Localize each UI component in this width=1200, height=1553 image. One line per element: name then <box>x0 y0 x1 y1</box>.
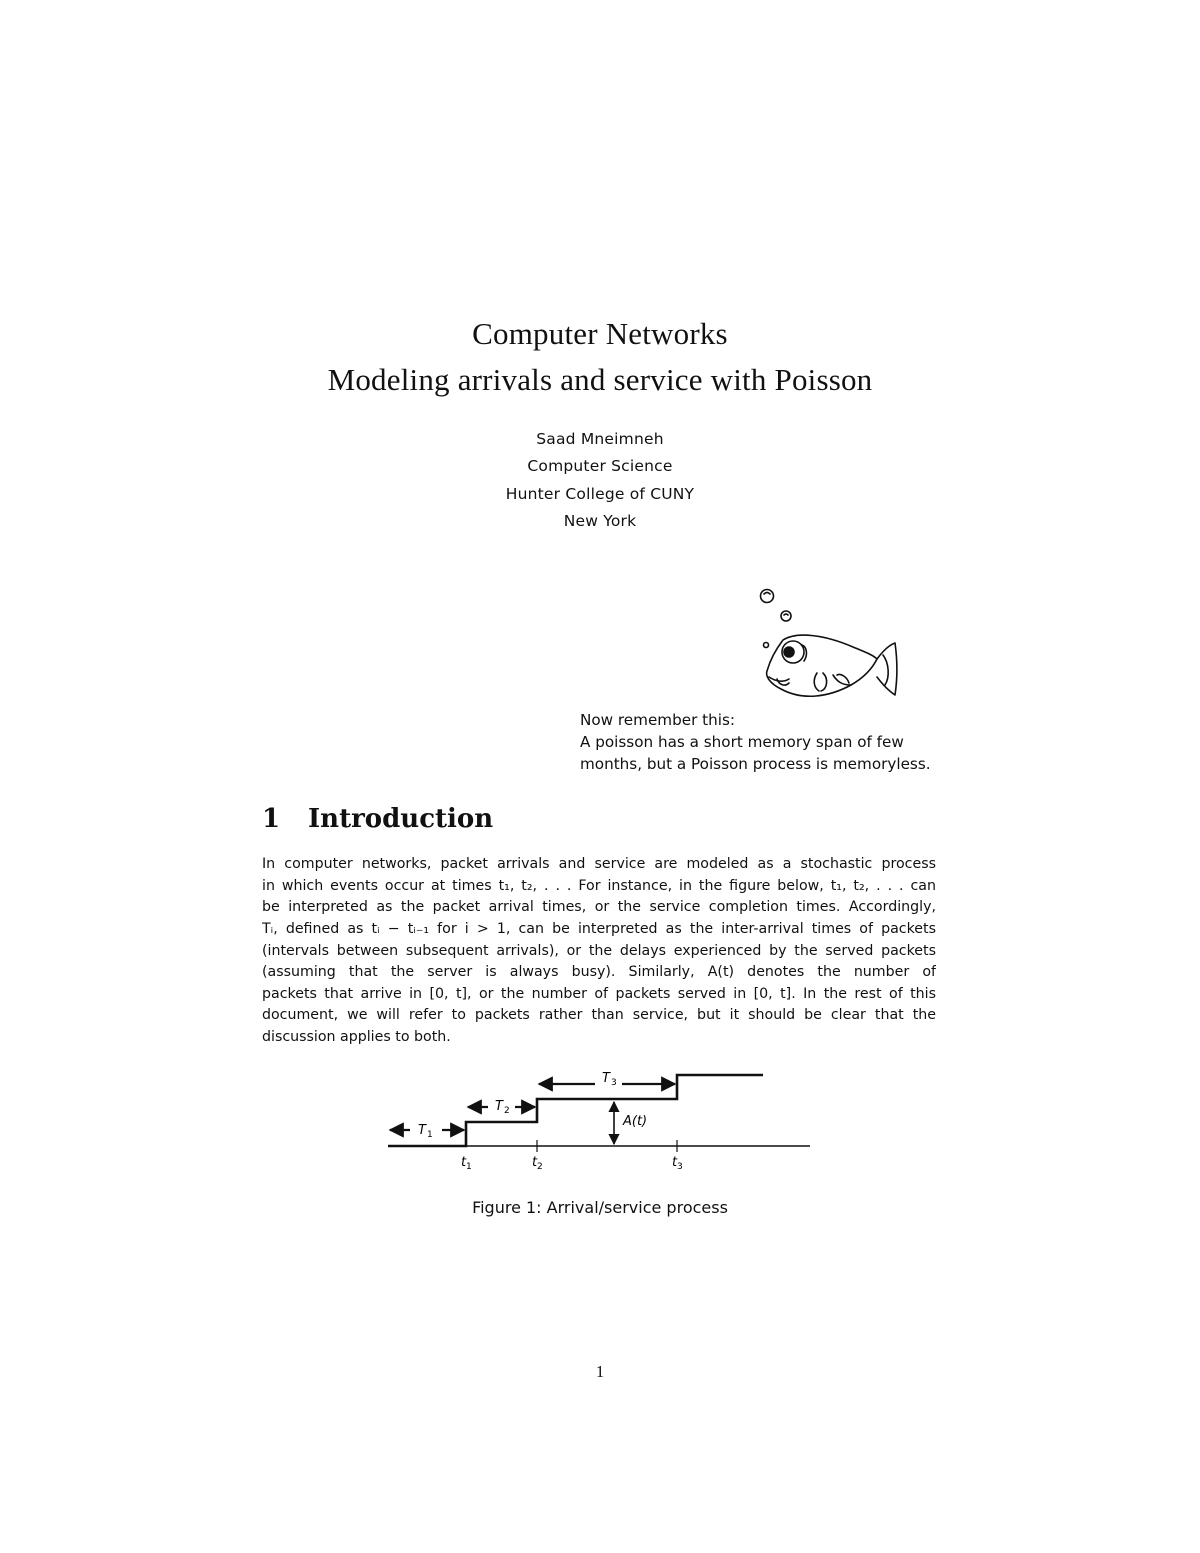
epigraph-line-2: A poisson has a short memory span of few <box>580 733 904 751</box>
label-T3: T <box>602 1071 610 1086</box>
label-t3-sub: 3 <box>677 1162 683 1172</box>
paragraph-line: packets that arrive in [0, t], or the number of packets served in [0, t]. In the rest of this <box>262 986 936 1002</box>
label-T1-sub: 1 <box>427 1130 433 1140</box>
paper-title-line-2: Modeling arrivals and service with Poisson <box>327 362 873 397</box>
paper-title-line-1: Computer Networks <box>472 316 728 351</box>
arrival-step-function <box>388 1075 763 1146</box>
paragraph-line: In computer networks, packet arrivals and service are modeled as a stochastic process <box>262 856 936 872</box>
fish-illustration <box>755 585 905 705</box>
epigraph-line-3: months, but a Poisson process is memoryless. <box>580 755 931 773</box>
paragraph-line: (intervals between subsequent arrivals), or the delays experienced by the served packets <box>262 943 936 959</box>
paragraph-line: Tᵢ, defined as tᵢ − tᵢ₋₁ for i > 1, can be interpreted as the inter-arrival times of packets <box>262 921 936 937</box>
label-T1: T <box>418 1123 426 1138</box>
section-title: Introduction <box>308 804 494 834</box>
bubble-small-icon <box>764 643 769 648</box>
paragraph-line: discussion applies to both. <box>262 1029 451 1045</box>
bubble-large-icon <box>761 590 774 603</box>
paragraph-line: document, we will refer to packets rather than service, but it should be clear that the <box>262 1007 936 1023</box>
paragraph-line: in which events occur at times t₁, t₂, . . . For instance, in the figure below, t₁, t₂, . . . can <box>262 878 936 894</box>
bubble-medium-icon <box>781 611 791 621</box>
author-department: Computer Science <box>527 457 673 475</box>
label-t1-sub: 1 <box>466 1162 472 1172</box>
label-t2-sub: 2 <box>537 1162 543 1172</box>
author-city: New York <box>563 512 637 530</box>
epigraph-line-1: Now remember this: <box>580 711 735 729</box>
label-T2: T <box>495 1099 503 1114</box>
label-t3: t <box>672 1155 678 1170</box>
label-t2: t <box>532 1155 538 1170</box>
label-A-of-t: A(t) <box>623 1114 648 1129</box>
author-institution: Hunter College of CUNY <box>505 485 695 503</box>
section-heading <box>262 804 493 834</box>
label-T3-sub: 3 <box>611 1078 617 1088</box>
label-T2-sub: 2 <box>504 1106 510 1116</box>
paragraph-line: be interpreted as the packet arrival times, or the service completion times. Accordingly, <box>262 899 936 915</box>
paragraph-line: (assuming that the server is always busy). Similarly, A(t) denotes the number of <box>262 964 936 980</box>
author-name: Saad Mneimneh <box>536 430 664 448</box>
arrival-process-figure <box>380 1065 820 1175</box>
figure-caption: Figure 1: Arrival/service process <box>472 1198 728 1217</box>
section-number: 1 <box>262 804 281 834</box>
page-number: 1 <box>595 1362 605 1381</box>
label-t1: t <box>461 1155 467 1170</box>
